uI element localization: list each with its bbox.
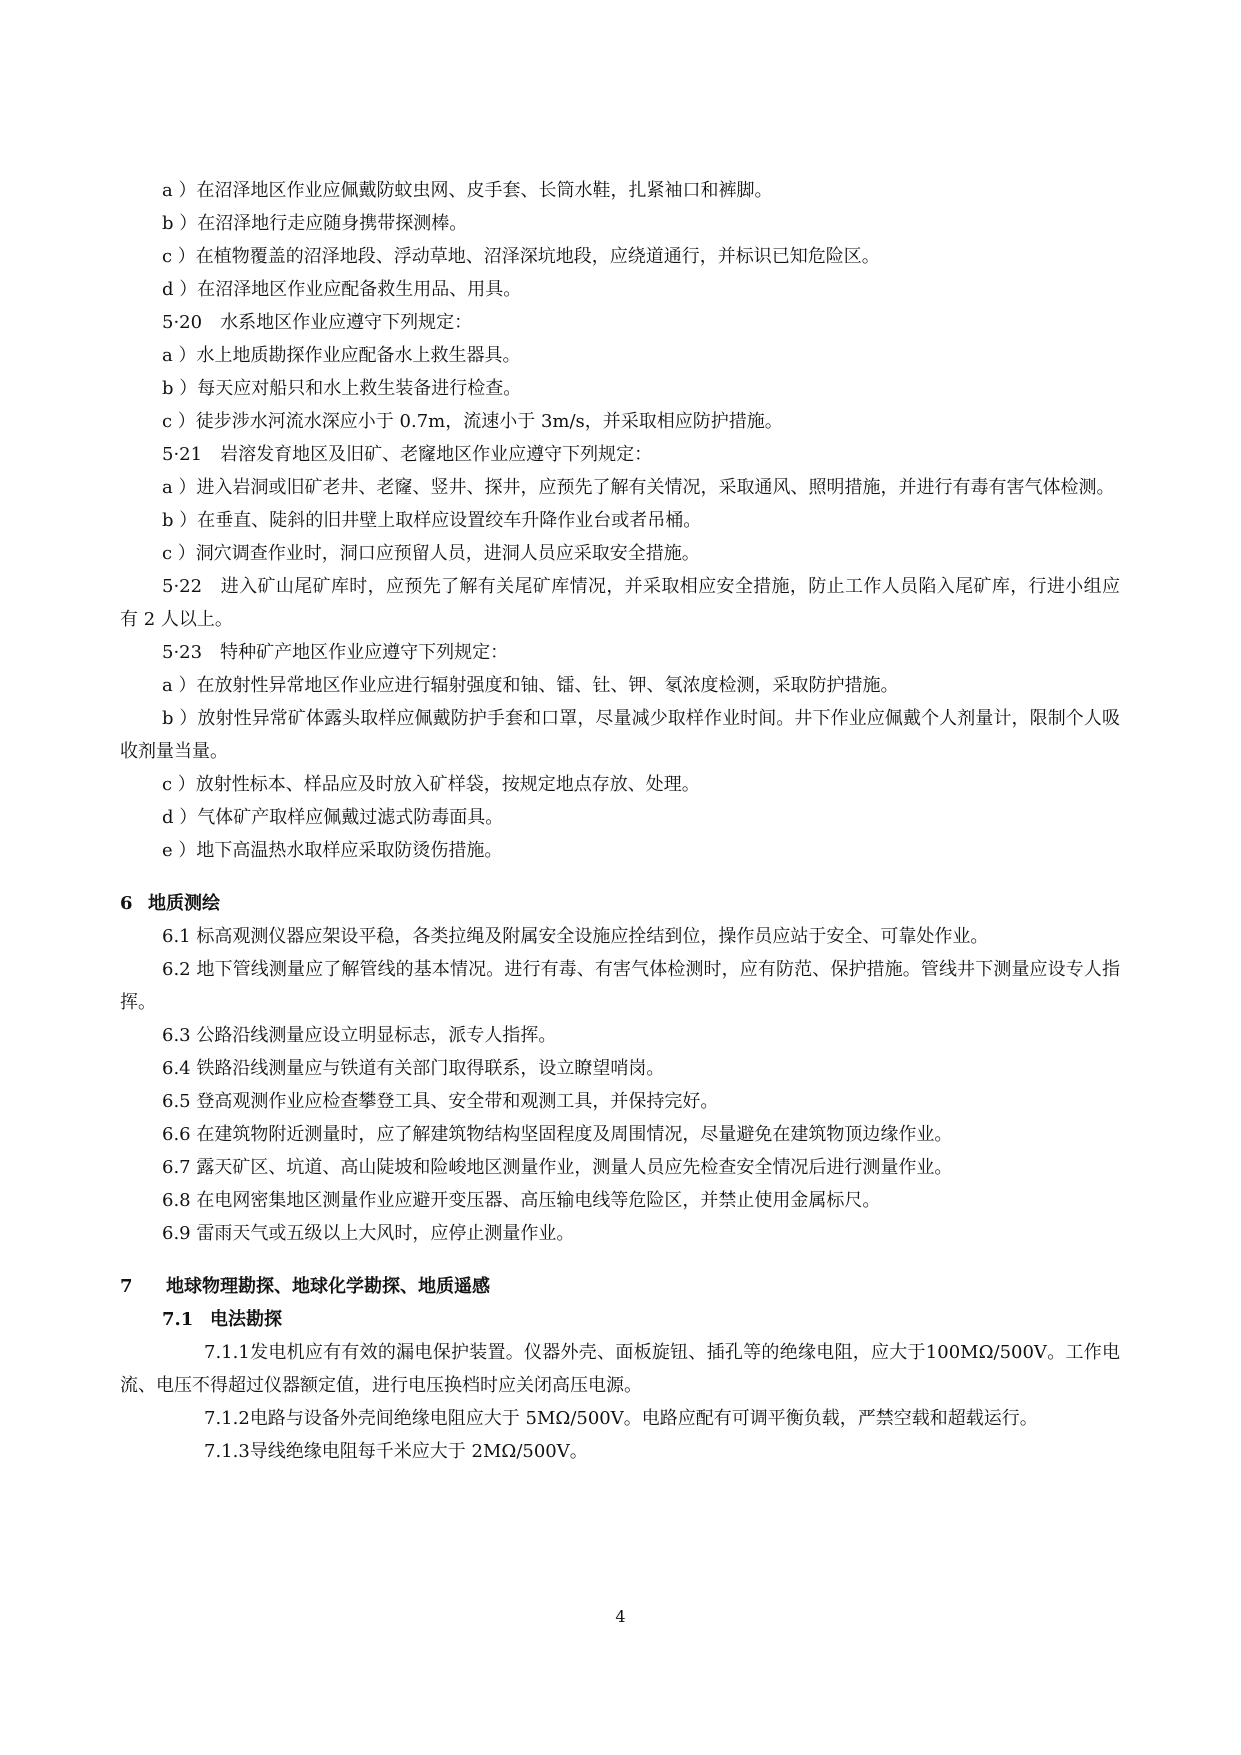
clause-text: 发电机应有有效的漏电保护装置。仪器外壳、面板旋钮、插孔等的绝缘电阻，应大于100MΩ/500V。工作电流、电压不得超过仪器额定值，进行电压换档时应关闭高压电源。	[120, 1342, 1120, 1396]
clause-6-1: 6.1 标高观测仪器应架设平稳，各类拉绳及附属安全设施应拴结到位，操作员应站于安全、可靠处作业。	[162, 926, 989, 947]
clause-7-1-3	[120, 1435, 1120, 1468]
list-item: c ）洞穴调查作业时，洞口应预留人员，进洞人员应采取安全措施。	[162, 543, 700, 564]
list-item: a ）水上地质勘探作业应配备水上救生器具。	[162, 345, 521, 366]
clause-text: 导线绝缘电阻每千米应大于 2MΩ/500V。	[249, 1441, 588, 1462]
clause-number: 7.1.3	[204, 1441, 250, 1462]
clause-number: 7.1.2	[204, 1408, 250, 1429]
clause-7-1-2	[120, 1402, 1120, 1435]
clause-6-9: 6.9 雷雨天气或五级以上大风时，应停止测量作业。	[162, 1223, 575, 1244]
clause-6-2: 6.2 地下管线测量应了解管线的基本情况。进行有毒、有害气体检测时，应有防范、保护措施。管线井下测量应设专人指挥。	[120, 959, 1120, 1013]
section-number: 7	[120, 1276, 133, 1297]
clause-text: 电路与设备外壳间绝缘电阻应大于 5MΩ/500V。电路应配有可调平衡负载，严禁空载和超载运行。	[249, 1408, 1038, 1429]
list-item: c ）徒步涉水河流水深应小于 0.7m，流速小于 3m/s，并采取相应防护措施。	[162, 411, 783, 432]
list-item: a ）在放射性异常地区作业应进行辐射强度和铀、镭、钍、钾、氡浓度检测，采取防护措施。	[162, 675, 899, 696]
list-item: b ）在沼泽地行走应随身携带探测棒。	[162, 213, 468, 234]
clause-5-22: 5·22 进入矿山尾矿库时，应预先了解有关尾矿库情况，并采取相应安全措施，防止工作人员陷入尾矿库，行进小组应有 2 人以上。	[120, 576, 1120, 630]
list-item: c ）在植物覆盖的沼泽地段、浮动草地、沼泽深坑地段，应绕道通行，并标识已知危险区。	[162, 246, 880, 267]
list-item: a ）在沼泽地区作业应佩戴防蚊虫网、皮手套、长筒水鞋，扎紧袖口和裤脚。	[162, 180, 773, 201]
section-number: 6	[120, 893, 133, 914]
clause-6-5: 6.5 登高观测作业应检查攀登工具、安全带和观测工具，并保持完好。	[162, 1091, 719, 1112]
list-item: d ）气体矿产取样应佩戴过滤式防毒面具。	[162, 807, 504, 828]
list-item: d ）在沼泽地区作业应配备救生用品、用具。	[162, 279, 522, 300]
clause-5-23: 5·23 特种矿产地区作业应遵守下列规定：	[162, 642, 509, 663]
clause-5-20: 5·20 水系地区作业应遵守下列规定：	[162, 312, 473, 333]
list-item: e ）地下高温热水取样应采取防烫伤措施。	[162, 840, 503, 861]
section-title: 地球物理勘探、地球化学勘探、地质遥感	[166, 1276, 490, 1297]
clause-6-3: 6.3 公路沿线测量应设立明显标志，派专人指挥。	[162, 1025, 557, 1046]
clause-5-21: 5·21 岩溶发育地区及旧矿、老窿地区作业应遵守下列规定：	[162, 444, 653, 465]
subsection-number: 7.1	[162, 1309, 194, 1330]
subsection-7-1-heading	[120, 1303, 1120, 1336]
clause-6-4: 6.4 铁路沿线测量应与铁道有关部门取得联系，设立瞭望哨岗。	[162, 1058, 665, 1079]
list-item: b ）每天应对船只和水上救生装备进行检查。	[162, 378, 522, 399]
section-7-heading	[120, 1270, 1120, 1303]
page-number: 4	[615, 1607, 626, 1626]
list-item: c ）放射性标本、样品应及时放入矿样袋，按规定地点存放、处理。	[162, 774, 700, 795]
clause-6-8: 6.8 在电网密集地区测量作业应避开变压器、高压输电线等危险区，并禁止使用金属标尺。	[162, 1190, 881, 1211]
list-item: b ）在垂直、陡斜的旧井壁上取样应设置绞车升降作业台或者吊桶。	[162, 510, 702, 531]
clause-7-1-1	[120, 1336, 1120, 1402]
clause-number: 7.1.1	[204, 1342, 250, 1363]
clause-6-7: 6.7 露天矿区、坑道、高山陡坡和险峻地区测量作业，测量人员应先检查安全情况后进行测量作业。	[162, 1157, 953, 1178]
section-title: 地质测绘	[148, 893, 220, 914]
page-content	[120, 174, 1120, 1468]
clause-6-6: 6.6 在建筑物附近测量时，应了解建筑物结构坚固程度及周围情况，尽量避免在建筑物顶边缘作业。	[162, 1124, 953, 1145]
subsection-title: 电法勘探	[210, 1309, 282, 1330]
list-item: a ）进入岩洞或旧矿老井、老窿、竖井、探井，应预先了解有关情况，采取通风、照明措施，并进行有毒有害气体检测。	[162, 477, 1115, 498]
section-6-heading	[120, 887, 1120, 920]
list-item: b ）放射性异常矿体露头取样应佩戴防护手套和口罩，尽量减少取样作业时间。井下作业应佩戴个人剂量计，限制个人吸收剂量当量。	[120, 708, 1120, 762]
